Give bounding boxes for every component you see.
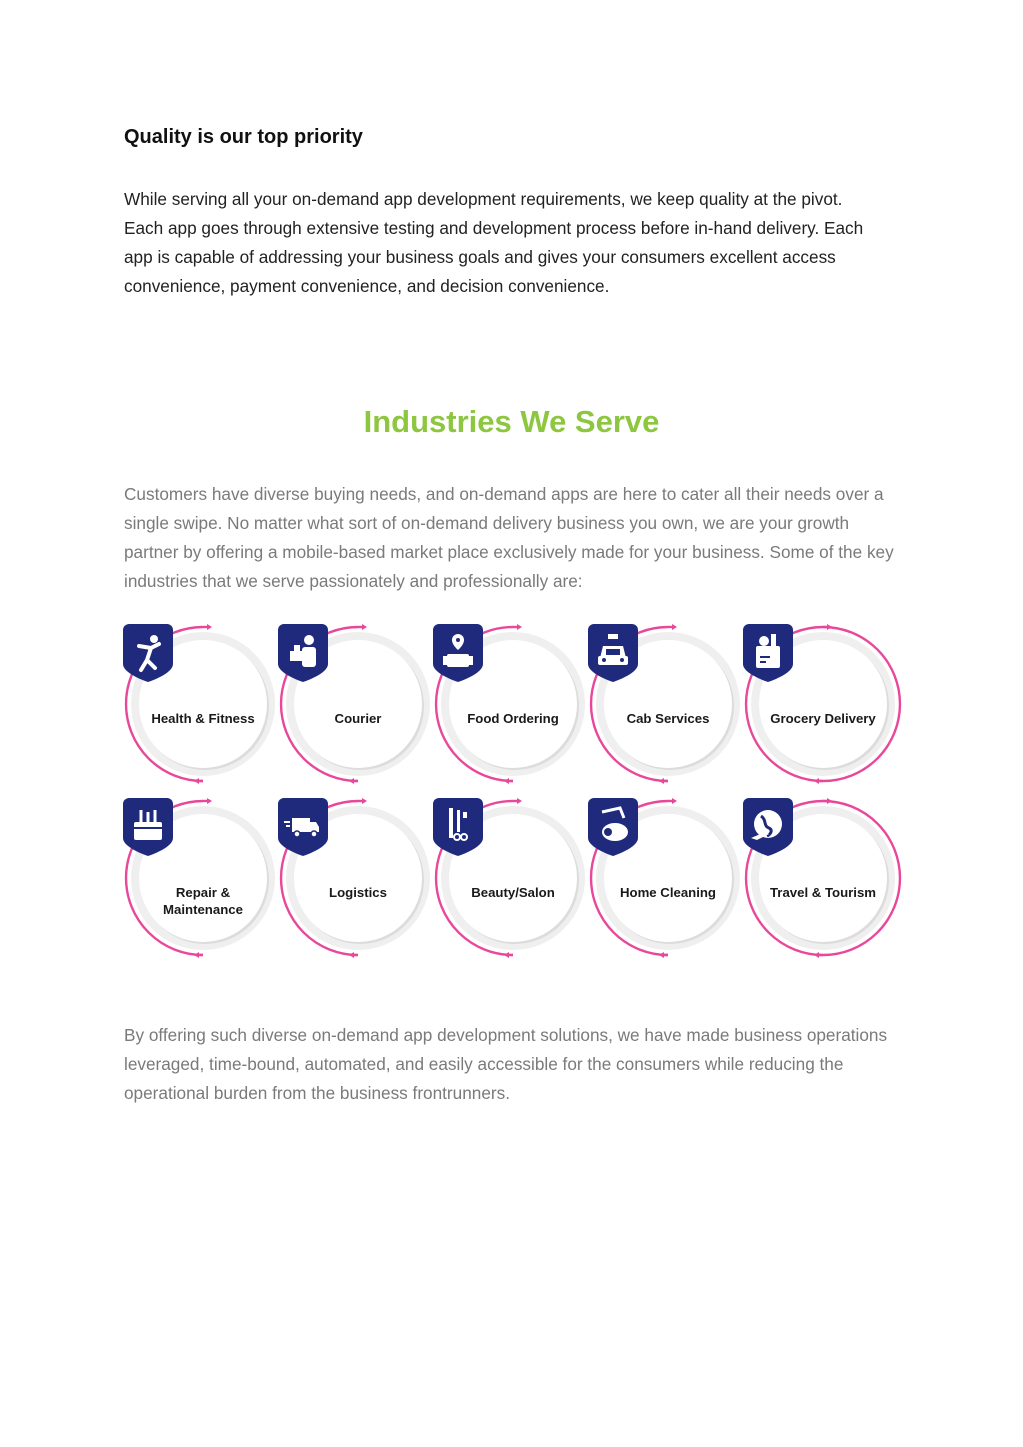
industry-label: Travel & Tourism [769,885,877,900]
industry-card [123,624,283,784]
industry-card [743,624,903,784]
industry-label: Food Ordering [467,711,559,726]
industry-card [123,798,283,958]
courier-icon [278,624,328,682]
industry-card [743,798,903,958]
industry-label: Health & Fitness [151,711,255,726]
delivery-truck-icon [278,798,328,856]
industry-label: Courier [334,711,382,726]
industries-heading: Industries We Serve [363,404,660,439]
quality-heading: Quality is our top priority [124,126,363,148]
salon-tools-icon [433,798,483,856]
industry-card [588,624,748,784]
closing-paragraph: By offering such diverse on-demand app development solutions, we have made business operations leveraged, time-bound, automated, and easily accessible for the consumers while reducing the operational burden from the business frontrunners. [124,1025,888,1103]
industry-label: Beauty/Salon [471,885,555,900]
grocery-bag-icon [743,624,793,682]
industry-card [433,624,593,784]
industry-label: Cab Services [626,711,710,726]
vacuum-cleaner-icon [588,798,638,856]
industry-label: Repair & Maintenance [163,885,243,917]
industry-label: Logistics [329,885,387,900]
globe-plane-icon [743,798,793,856]
industry-label: Home Cleaning [620,885,716,900]
industry-card [588,798,748,958]
taxi-icon [588,624,638,682]
industry-card [433,798,593,958]
industry-card [278,624,438,784]
industry-label: Grocery Delivery [770,711,876,726]
quality-paragraph: While serving all your on-demand app development requirements, we keep quality at the pivot. Each app goes through extensive testing and development process before in-hand delivery. Each app is capable of addressing your business goals and gives your consumers excellent access convenience, payment convenience, and decision convenience. [124,189,864,296]
industries-intro-paragraph: Customers have diverse buying needs, and on-demand apps are here to cater all their needs over a single swipe. No matter what sort of on-demand delivery business you own, we are your growth partner by offering a mobile-based market place exclusively made for your business. Some of the key industries that we serve passionately and professionally are: [124,484,894,591]
fitness-icon [123,624,173,682]
food-ordering-icon [433,624,483,682]
industry-card [278,798,438,958]
toolbox-icon [123,798,173,856]
